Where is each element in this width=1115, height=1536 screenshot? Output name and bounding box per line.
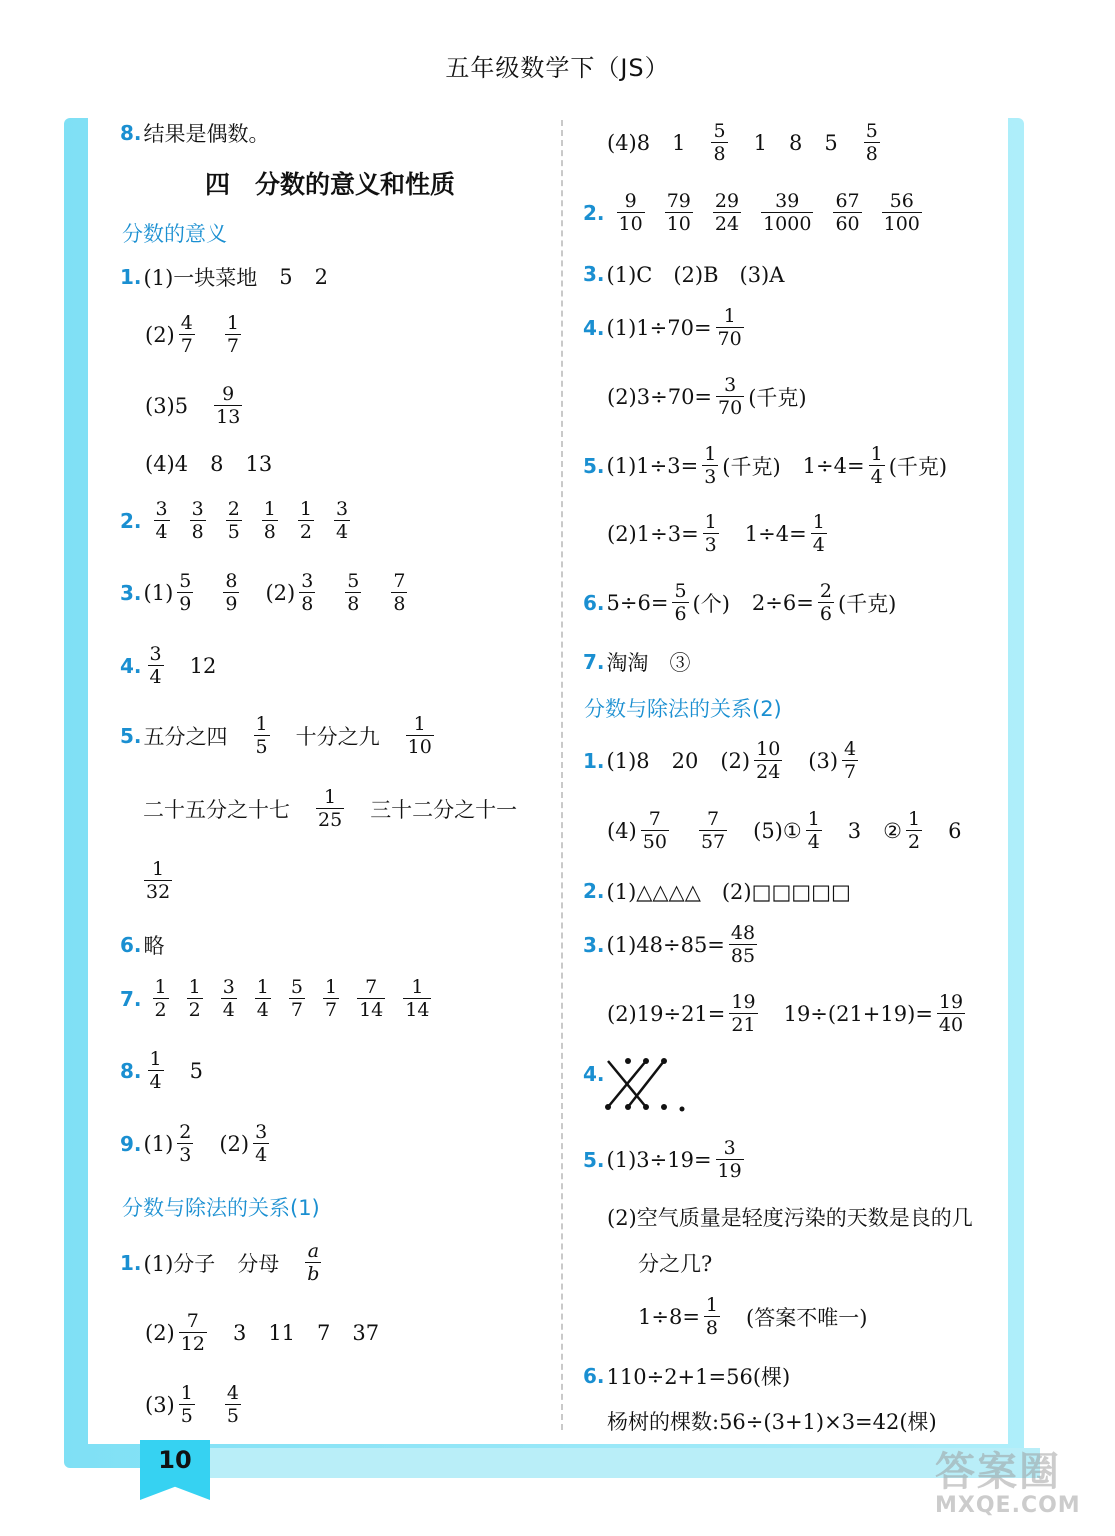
answer-text: (1)C (2)B (3)A [606,263,785,287]
answer-text: 分之几? [638,1252,713,1276]
answer-text: (1) [143,1131,174,1156]
answer-text: 19÷(21+19)= [783,1001,933,1026]
fraction-list [144,498,361,543]
fraction: $\frac{2}{5}$ [227,498,240,543]
answer-text: (4) [607,818,637,843]
fraction: $\frac{5}{8}$ [865,120,878,165]
answer-unit: (千克) [722,454,781,479]
fraction: $\frac{1}{25}$ [318,786,343,831]
answer-text: 110÷2+1=56(棵) [606,1365,791,1389]
answer-text: (2) [145,1320,175,1345]
fraction: $\frac{1}{3}$ [704,443,717,488]
fraction: $\frac{4}{7}$ [180,312,193,357]
answer-text: (3) [808,748,839,773]
dot [661,1104,667,1110]
fraction: $\frac{7}{14}$ [359,976,384,1021]
dot [605,1104,611,1110]
fraction: $\frac{7}{8}$ [393,570,406,615]
answer-text: ② [883,818,902,843]
question-number: 3. [120,580,142,605]
answer-text: (3) [145,1392,175,1417]
fraction: $\frac{8}{9}$ [225,570,238,615]
answer-text: (1) [143,580,174,605]
answer-value: 8 [788,130,803,155]
fraction: $\frac{1}{10}$ [407,713,432,758]
answer-s3-5-3 [638,1248,712,1278]
answer-text: 淘淘 ③ [606,651,691,675]
fraction: $\frac{1}{4}$ [149,1048,162,1093]
answer-unit: (千克) [888,454,948,479]
answer-s3-1-1 [583,738,862,783]
answer-s3-5-1 [583,1137,748,1182]
answer-text: (3)5 [145,393,189,418]
fraction: $\frac{9}{13}$ [216,383,241,428]
answer-text: (1)8 [606,748,650,773]
fraction: $\frac{79}{10}$ [666,190,691,235]
fraction: $\frac{1}{8}$ [263,498,276,543]
answer-text: 略 [143,934,165,958]
answer-r-6 [583,580,896,625]
dot [661,1058,667,1064]
answer-r-7 [583,647,691,677]
answer-r-2 [583,190,932,235]
page-number: 10 [158,1446,192,1474]
answer-value: 8 [210,452,224,476]
watermark-url: MXQE.COM [935,1493,1081,1518]
question-number: 8. [120,121,142,145]
fraction: $\frac{7}{12}$ [180,1310,205,1355]
answer-r-3 [583,259,784,289]
fraction: $\frac{39}{1000}$ [763,190,812,235]
answer-r-4-1 [583,305,748,350]
fraction: $\frac{3}{4}$ [335,498,349,543]
answer-r-4-2 [607,374,807,419]
answer-1-1 [120,262,328,292]
fraction: $\frac{3}{70}$ [718,374,743,419]
fraction: $\frac{67}{60}$ [835,190,860,235]
fraction: $\frac{5}{8}$ [713,120,726,165]
question-number: 5. [583,1147,605,1172]
fraction: $\frac{1}{7}$ [226,312,239,357]
fraction: $\frac{3}{4}$ [222,976,235,1021]
answer-text: (5)① [753,818,802,843]
fraction: $\frac{5}{8}$ [347,570,360,615]
question-number: 1. [120,1250,142,1275]
answer-1-4 [145,452,272,476]
column-divider [561,120,563,1430]
answer-unit: (千克) [748,385,807,410]
fraction: $\frac{1}{2}$ [299,498,312,543]
fraction: $\frac{10}{24}$ [756,738,781,783]
question-number: 1. [583,748,605,773]
answer-text: (2)19÷21= [607,1001,726,1026]
dot [680,1107,685,1112]
answer-text: (1)1÷70= [606,315,712,340]
answer-text: (2) [219,1131,250,1156]
answer-8-prev [120,118,272,148]
answer-s2-1-3 [145,1382,245,1427]
fraction: $\frac{7}{50}$ [642,808,667,853]
fraction: $\frac{1}{32}$ [146,858,171,903]
dot [643,1058,649,1064]
answer-text: 2÷6= [751,590,814,615]
question-number: 2. [120,508,142,533]
answer-text: (1)△△△△ (2)□□□□□ [606,880,851,904]
answer-value: 3 [847,818,862,843]
fraction: $\frac{3}{4}$ [155,498,168,543]
answer-s3-5-2 [607,1202,973,1232]
answer-text: (2) [145,322,175,347]
fraction: $\frac{1}{4}$ [807,808,820,853]
answer-text: 结果是偶数。 [143,122,270,146]
answer-5-c [140,858,176,903]
answer-value: 5 [279,265,293,289]
question-number: 7. [583,650,605,674]
match-line [628,1061,664,1107]
answer-s3-3-1 [583,922,761,967]
fraction: $\frac{3}{4}$ [255,1121,268,1166]
fraction: $\frac{1}{2}$ [188,976,201,1021]
question-number: 4. [583,1062,605,1086]
fraction-list [607,190,932,235]
fraction: $\frac{2}{6}$ [819,580,832,625]
answer-5-b [143,786,517,831]
fraction: $\frac{1}{5}$ [180,1382,193,1427]
page-header: 五年级数学下（JS） [445,54,670,82]
answer-text: 1÷8= [638,1304,700,1329]
answer-s3-6-1 [583,1361,790,1391]
answer-r-1-4 [607,120,884,165]
fraction: $\frac{1}{4}$ [256,976,269,1021]
fraction: $\frac{1}{4}$ [870,443,883,488]
answer-4 [120,643,216,688]
question-number: 8. [120,1058,142,1083]
answer-text: (1)分子 [143,1251,216,1276]
answer-text: 1÷4= [802,453,865,478]
fraction: $\frac{29}{24}$ [714,190,740,235]
answer-value: 11 [268,1320,296,1345]
fraction: $\frac{3}{4}$ [149,643,162,688]
answer-unit: (千克) [837,591,897,616]
dot [643,1104,649,1110]
answer-text: (1)3÷19= [606,1147,712,1172]
question-number: 9. [120,1131,142,1156]
answer-1-3 [145,383,246,428]
answer-5 [120,713,438,758]
answer-value: 2 [314,265,329,289]
question-number: 7. [120,986,142,1011]
fraction: $\frac{4}{5}$ [226,1382,239,1427]
answer-value: 1 [672,130,686,155]
answer-text: (1)一块菜地 [143,266,258,290]
fraction: $\frac{48}{85}$ [730,922,756,967]
fraction: $\frac{1}{70}$ [717,305,742,350]
answer-s2-1-2 [145,1310,379,1355]
section-title-division-1: 分数与除法的关系(1) [122,1196,320,1220]
matching-lines-diagram [600,1055,690,1115]
answer-value: 6 [948,818,962,843]
question-number: 2. [583,879,605,903]
answer-r-5-2 [607,511,831,556]
answer-text: 二十五分之十七 [143,797,290,822]
fraction: $\frac{1}{14}$ [405,976,430,1021]
question-number: 6. [120,933,142,957]
answer-text: 1÷4= [744,521,807,546]
answer-7 [120,976,440,1021]
question-number: 2. [583,200,605,225]
question-number: 5. [120,723,142,748]
question-number: 3. [583,262,605,286]
fraction: $\frac{19}{21}$ [731,991,756,1036]
answer-note: (答案不唯一) [746,1305,868,1330]
fraction: $\frac{1}{2}$ [154,976,167,1021]
fraction: $\frac{7}{57}$ [700,808,726,853]
answer-1-2 [145,312,245,357]
answer-value: 13 [245,452,273,476]
answer-value: 3 [232,1320,247,1345]
fraction: $\frac{9}{10}$ [618,190,643,235]
question-number: 5. [583,453,605,478]
answer-value: 5 [189,1058,203,1083]
answer-text: (2)空气质量是轻度污染的天数是良的几 [607,1206,973,1230]
fraction: $\frac{1}{8}$ [705,1294,719,1339]
fraction-list [144,976,441,1021]
fraction: $\frac{5}{7}$ [290,976,303,1021]
answer-value: 5 [824,130,838,155]
section-title-meaning: 分数的意义 [122,222,227,246]
answer-s2-1-1 [120,1240,325,1285]
answer-text: 五分之四 [143,724,228,749]
answer-text: (1)1÷3= [606,453,699,478]
answer-value: 1 [753,130,767,155]
watermark-text: 答案圈 [935,1449,1061,1495]
fraction: $\frac{19}{40}$ [938,991,964,1036]
fraction: $\frac{56}{100}$ [883,190,920,235]
answer-3 [120,570,411,615]
answer-value: 37 [352,1320,380,1345]
fraction: $\frac{3}{8}$ [301,570,314,615]
answer-8 [120,1048,203,1093]
answer-text: (2) [265,580,296,605]
chapter-title: 四 分数的意义和性质 [205,170,456,199]
fraction: $\frac{3}{19}$ [717,1137,742,1182]
answer-r-5-1 [583,443,947,488]
answer-text: 十分之九 [295,724,380,749]
answer-s3-2 [583,876,851,906]
dot [625,1058,631,1064]
answer-value: 12 [189,653,217,678]
fraction: $\frac{1}{7}$ [324,976,338,1021]
watermark-logo [935,1440,1105,1530]
page-frame-bottom [150,1448,1040,1478]
fraction: $\frac{1}{5}$ [255,713,268,758]
question-number: 1. [120,265,142,289]
answer-9 [120,1121,273,1166]
fraction: $\frac{5}{6}$ [674,580,687,625]
question-number: 3. [583,932,605,957]
answer-text: (2)3÷70= [607,384,713,409]
answer-value: 20 [671,748,699,773]
answer-text: (4)8 [607,130,651,155]
answer-text: 5÷6= [606,590,669,615]
fraction: $\frac{4}{7}$ [844,738,857,783]
answer-text: 三十二分之十一 [370,797,518,822]
answer-text: 分母 [237,1251,280,1276]
answer-6 [120,930,165,960]
answer-text: (1)48÷85= [606,932,725,957]
answer-2 [120,498,360,543]
fraction: $\frac{a}{b}$ [307,1240,320,1285]
answer-text: (2) [720,748,751,773]
fraction: $\frac{2}{3}$ [179,1121,192,1166]
answer-text: (4)4 [145,452,189,476]
answer-s3-1-2 [607,808,961,853]
question-number: 4. [120,653,142,678]
answer-text: (2)1÷3= [607,521,699,546]
fraction: $\frac{1}{4}$ [812,511,825,556]
fraction: $\frac{5}{9}$ [179,570,192,615]
fraction: $\frac{3}{8}$ [191,498,204,543]
question-number: 6. [583,590,605,615]
answer-text: 杨树的棵数:56÷(3+1)×3=42(棵) [607,1410,937,1434]
answer-s3-6-2 [607,1406,937,1436]
question-number: 6. [583,1364,605,1388]
section-title-division-2: 分数与除法的关系(2) [584,697,782,721]
fraction: $\frac{1}{3}$ [704,511,717,556]
answer-value: 7 [317,1320,331,1345]
answer-unit: (个) [692,591,730,616]
dot [625,1104,631,1110]
question-number: 4. [583,315,605,340]
answer-s3-5-4 [638,1294,867,1339]
answer-s3-3-2 [607,991,969,1036]
fraction: $\frac{1}{2}$ [908,808,921,853]
